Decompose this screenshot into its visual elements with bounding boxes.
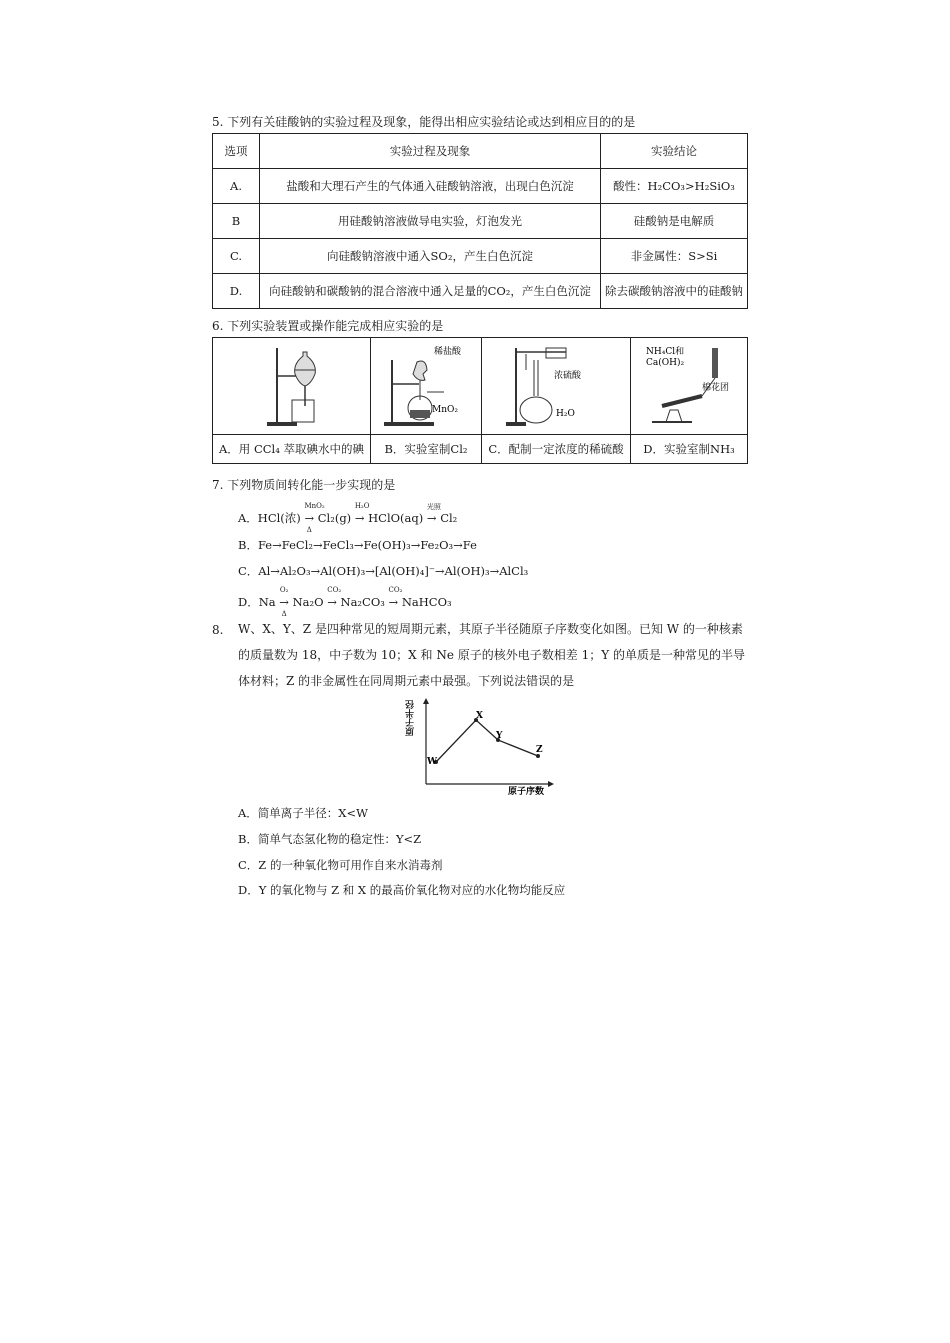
apparatus-a-cell	[213, 338, 371, 435]
chlorine-generator-apparatus-icon	[374, 340, 479, 430]
label-cotton: 棉花团	[701, 382, 729, 393]
row-option: A.	[213, 169, 260, 204]
row-conclusion: 非金属性：S>Si	[601, 239, 748, 274]
ammonia-generator-apparatus-icon	[632, 340, 747, 430]
row-procedure: 用硅酸钠溶液做导电实验，灯泡发光	[260, 204, 601, 239]
q8-option-b: B．简单气态氢化物的稳定性：Y<Z	[238, 832, 422, 846]
header-procedure: 实验过程及现象	[260, 134, 601, 169]
table-row	[213, 239, 748, 274]
y-axis-label-text: 原子半径	[406, 700, 416, 736]
table-row	[213, 169, 748, 204]
label-nh4cl: NH₄Cl和	[645, 346, 684, 357]
label-dilute-hcl: 稀盐酸	[433, 346, 461, 357]
q6-stem: 6. 下列实验装置或操作能完成相应实验的是	[212, 319, 444, 333]
header-conclusion: 实验结论	[601, 134, 748, 169]
label-w: W	[427, 757, 438, 767]
row-option: C.	[213, 239, 260, 274]
q8-option-d: D．Y 的氧化物与 Z 和 X 的最高价氧化物对应的水化物均能反应	[238, 883, 566, 897]
x-axis-label: 原子序数	[508, 787, 545, 797]
row-option: B	[213, 204, 260, 239]
table-row	[213, 274, 748, 309]
volumetric-flask-apparatus-icon	[486, 340, 626, 430]
q8-option-a: A．简单离子半径：X<W	[238, 806, 368, 820]
label-conc-sulfuric-acid: 浓硫酸	[554, 370, 582, 381]
atomic-radius-graph	[408, 698, 558, 798]
row-option: D.	[213, 274, 260, 309]
q8-paragraph: W、X、Y、Z 是四种常见的短周期元素，其原子半径随原子序数变化如图。已知 W 的一种核素的质量数为 18，中子数为 10；X 和 Ne 原子的核外电子数相差 1；Y 的单质是一种常见的半导体材料；Z 的非金属性在同周期元素中最强。下列说法错误的是	[238, 622, 745, 688]
arrow-co2-2: CO₂ →	[388, 586, 403, 609]
apparatus-b-cell	[371, 338, 482, 435]
q5-stem: 5. 下列有关硅酸钠的实验过程及现象，能得出相应实验结论或达到相应目的的是	[212, 115, 636, 129]
label-y: Y	[496, 731, 503, 741]
header-option: 选项	[213, 134, 260, 169]
label-z: Z	[536, 745, 543, 755]
row-procedure: 向硅酸钠和碳酸钠的混合溶液中通入足量的CO₂，产生白色沉淀	[260, 274, 601, 309]
caption-a: A．用 CCl₄ 萃取碘水中的碘	[213, 435, 371, 464]
apparatus-d-cell	[631, 338, 748, 435]
q7-option-a: A．HCl(浓) MnO₂ → Δ Cl₂(g) H₂O → HClO(aq) 光照 → Cl₂	[238, 502, 458, 534]
label-x: X	[476, 711, 483, 721]
q7-option-d: D．Na O₂ → Δ Na₂O CO₂ → Na₂CO₃ CO₂ → NaHCO₃	[238, 586, 452, 618]
label-caoh2: Ca(OH)₂	[645, 357, 684, 368]
radius-line	[436, 720, 538, 762]
row-conclusion: 除去碳酸钠溶液中的硅酸钠	[601, 274, 748, 309]
row-conclusion: 酸性：H₂CO₃>H₂SiO₃	[601, 169, 748, 204]
arrow-o2: O₂ → Δ	[279, 586, 289, 618]
table-row	[213, 204, 748, 239]
arrow-h2o: H₂O →	[354, 502, 370, 525]
q7-option-c: C．Al→Al₂O₃→Al(OH)₃→[Al(OH)₄]⁻→Al(OH)₃→AlCl₃	[238, 564, 529, 578]
row-procedure: 盐酸和大理石产生的气体通入硅酸钠溶液，出现白色沉淀	[260, 169, 601, 204]
label-water: H₂O	[556, 408, 575, 419]
table-header-row	[213, 134, 748, 169]
q6-table	[212, 337, 748, 464]
arrow-co2-1: CO₂ →	[327, 586, 342, 609]
q8-option-c: C．Z 的一种氧化物可用作自来水消毒剂	[238, 858, 443, 872]
caption-c: C．配制一定浓度的稀硫酸	[482, 435, 631, 464]
arrow-mno2: MnO₂ → Δ	[304, 502, 325, 534]
q5-table	[212, 133, 748, 309]
caption-d: D．实验室制NH₃	[631, 435, 748, 464]
q8-number: 8.	[212, 623, 224, 637]
arrow-light: 光照 →	[426, 503, 441, 525]
caption-b: B．实验室制Cl₂	[371, 435, 482, 464]
label-mno2: MnO₂	[431, 404, 458, 415]
separatory-funnel-apparatus-icon	[217, 340, 367, 430]
q7-stem: 7. 下列物质间转化能一步实现的是	[212, 478, 396, 492]
row-procedure: 向硅酸钠溶液中通入SO₂，产生白色沉淀	[260, 239, 601, 274]
q7-option-b: B．Fe→FeCl₂→FeCl₃→Fe(OH)₃→Fe₂O₃→Fe	[238, 538, 477, 552]
row-conclusion: 硅酸钠是电解质	[601, 204, 748, 239]
apparatus-c-cell	[482, 338, 631, 435]
